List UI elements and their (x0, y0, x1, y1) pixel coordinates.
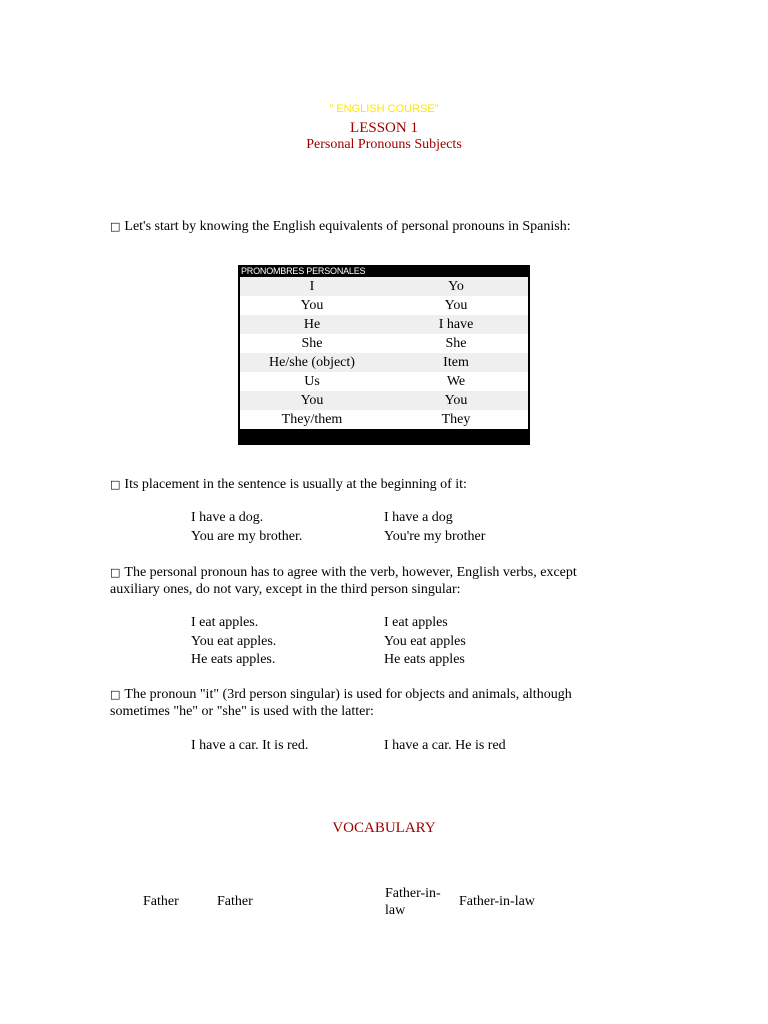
table-row (240, 410, 528, 429)
table-cell: She (445, 336, 467, 351)
pronoun-it-paragraph (110, 686, 650, 720)
pronoun-table-header: PRONOMBRES PERSONALES (241, 266, 366, 276)
table-cell: Us (304, 374, 320, 389)
table-cell: They/them (281, 412, 343, 427)
example-left: You eat apples. (191, 634, 277, 649)
pronoun-it-line2: sometimes "he" or "she" is used with the latter: (110, 704, 374, 719)
table-row (240, 391, 528, 410)
table-row (240, 334, 528, 353)
table-row (240, 353, 528, 372)
table-cell: She (301, 336, 323, 351)
lesson-subtitle: Personal Pronouns Subjects (306, 137, 462, 152)
vocab-word-line: law (385, 903, 406, 918)
bullet-icon: □ (110, 688, 121, 701)
bullet-icon: □ (110, 220, 121, 233)
agreement-line1: The personal pronoun has to agree with the verb, however, English verbs, except (124, 565, 577, 580)
table-cell: He/she (object) (269, 355, 355, 370)
table-row (240, 277, 528, 296)
table-cell: You (300, 393, 324, 408)
bullet-icon: □ (110, 478, 121, 491)
example-left: I eat apples. (191, 615, 259, 630)
intro-paragraph (110, 218, 650, 235)
table-cell: They (441, 412, 471, 427)
example-right: You're my brother (384, 529, 486, 544)
vocab-translation: Father-in-law (459, 894, 535, 909)
example-left: I have a dog. (191, 510, 264, 525)
vocab-word-line: Father-in- (385, 886, 441, 901)
example-left: He eats apples. (191, 652, 276, 667)
placement-text: Its placement in the sentence is usually at the beginning of it: (124, 477, 467, 492)
example-right: I eat apples (384, 615, 448, 630)
vocab-word: Father (143, 894, 179, 909)
table-cell: I (309, 279, 315, 294)
example-right: He eats apples (384, 652, 465, 667)
vocab-word (385, 885, 455, 919)
bullet-icon: □ (110, 566, 121, 579)
table-row (240, 315, 528, 334)
intro-text: Let's start by knowing the English equivalents of personal pronouns in Spanish: (124, 219, 571, 234)
table-cell: Yo (448, 279, 464, 294)
table-row (240, 296, 528, 315)
table-cell: You (300, 298, 324, 313)
example-right: I have a car. He is red (384, 738, 506, 753)
example-left: You are my brother. (191, 529, 303, 544)
example-left: I have a car. It is red. (191, 738, 309, 753)
vocabulary-title: VOCABULARY (332, 820, 436, 836)
table-cell: I have (438, 317, 474, 332)
table-cell: Item (443, 355, 469, 370)
table-cell: We (446, 374, 466, 389)
table-row (240, 372, 528, 391)
agreement-line2: auxiliary ones, do not vary, except in the third person singular: (110, 582, 461, 597)
placement-paragraph (110, 476, 650, 493)
pronoun-table (238, 265, 530, 445)
pronoun-table-body (240, 277, 528, 429)
pronoun-it-line1: The pronoun "it" (3rd person singular) is used for objects and animals, although (124, 687, 572, 702)
example-right: You eat apples (384, 634, 466, 649)
agreement-paragraph (110, 564, 650, 598)
table-cell: You (444, 298, 468, 313)
table-cell: He (303, 317, 321, 332)
lesson-title: LESSON 1 (350, 120, 418, 136)
example-right: I have a dog (384, 510, 453, 525)
table-cell: You (444, 393, 468, 408)
vocab-translation: Father (217, 894, 253, 909)
course-title: " ENGLISH COURSE" (329, 103, 439, 115)
